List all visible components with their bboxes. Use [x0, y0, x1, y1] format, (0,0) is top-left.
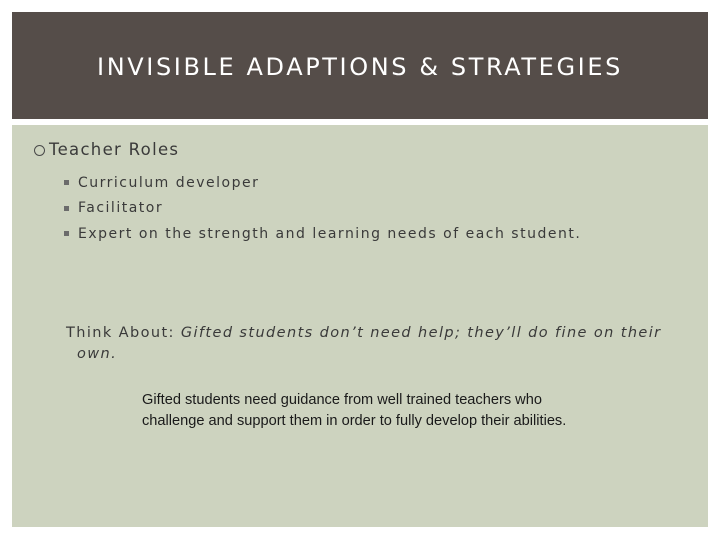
- think-about-paragraph: [66, 323, 666, 365]
- sub-bullet-list: [64, 170, 581, 247]
- main-bullet-text: Teacher Roles: [49, 140, 180, 159]
- sub-bullet-text: Expert on the strength and learning needs of each student.: [78, 225, 582, 242]
- sub-bullet-item: [64, 170, 581, 196]
- think-about-label: Think About:: [66, 325, 181, 341]
- square-bullet-icon: [64, 206, 69, 211]
- answer-paragraph: [142, 390, 682, 432]
- slide-title: INVISIBLE ADAPTIONS & STRATEGIES: [97, 52, 623, 81]
- title-bar: [12, 12, 708, 119]
- main-bullet: [34, 140, 179, 159]
- ring-bullet-icon: [34, 145, 45, 156]
- square-bullet-icon: [64, 180, 69, 185]
- sub-bullet-item: [64, 196, 581, 222]
- think-about-quote-line1: Gifted students don’t need help; they’ll do fine on their: [180, 325, 662, 341]
- answer-line1: Gifted students need guidance from well trained teachers who: [142, 392, 542, 408]
- answer-line2: challenge and support them in order to fully develop their abilities.: [142, 413, 567, 429]
- sub-bullet-text: Curriculum developer: [78, 174, 260, 191]
- sub-bullet-text: Facilitator: [78, 200, 164, 217]
- think-about-quote-line2: own.: [77, 346, 118, 362]
- sub-bullet-item: [64, 221, 581, 247]
- square-bullet-icon: [64, 231, 69, 236]
